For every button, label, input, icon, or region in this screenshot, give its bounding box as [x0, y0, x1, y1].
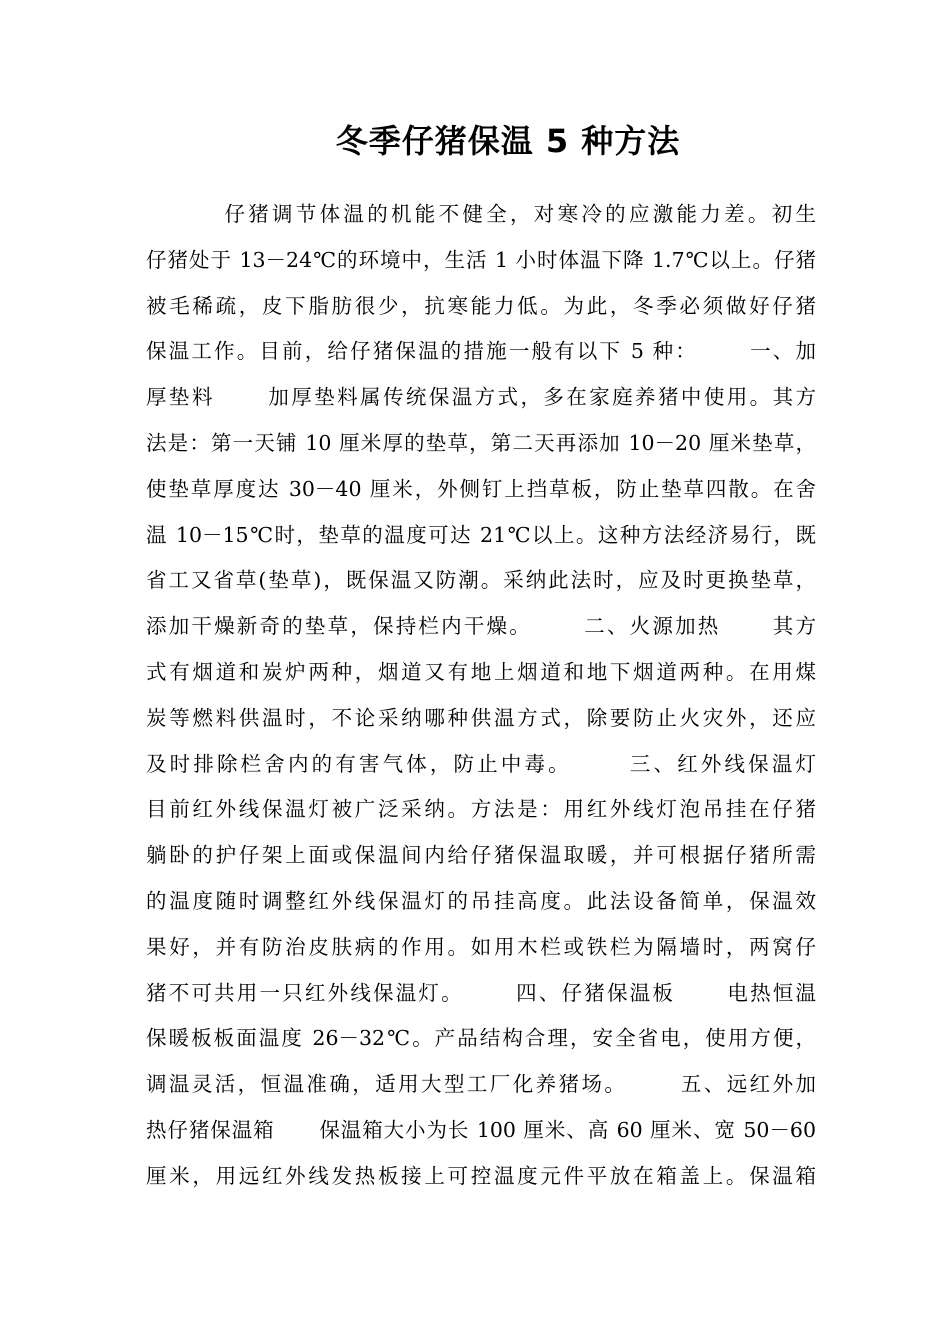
body-line: 猪不可共用一只红外线保温灯。 四、仔猪保温板 电热恒温	[146, 980, 816, 1005]
body-line: 及时排除栏舍内的有害气体，防止中毒。 三、红外线保温灯	[146, 751, 816, 776]
body-line: 的温度随时调整红外线保温灯的吊挂高度。此法设备简单，保温效	[146, 888, 816, 913]
body-line: 热仔猪保温箱 保温箱大小为长 100 厘米、高 60 厘米、宽 50－60	[146, 1117, 816, 1142]
body-line: 省工又省草(垫草)，既保温又防潮。采纳此法时，应及时更换垫草，	[146, 568, 816, 593]
body-line: 目前红外线保温灯被广泛采纳。方法是：用红外线灯泡吊挂在仔猪	[146, 797, 816, 822]
body-line: 法是：第一天铺 10 厘米厚的垫草，第二天再添加 10－20 厘米垫草，	[146, 430, 816, 455]
body-line: 仔猪调节体温的机能不健全，对寒冷的应激能力差。初生	[146, 202, 816, 226]
document-body	[146, 192, 816, 1200]
body-line: 使垫草厚度达 30－40 厘米，外侧钉上挡草板，防止垫草四散。在舍	[146, 476, 816, 501]
body-line: 厚垫料 加厚垫料属传统保温方式，多在家庭养猪中使用。其方	[146, 385, 816, 410]
body-line: 厘米，用远红外线发热板接上可控温度元件平放在箱盖上。保温箱	[146, 1163, 816, 1188]
body-line: 添加干燥新奇的垫草，保持栏内干燥。 二、火源加热 其方	[146, 614, 816, 639]
body-line: 式有烟道和炭炉两种，烟道又有地上烟道和地下烟道两种。在用煤	[146, 659, 816, 684]
body-line: 被毛稀疏，皮下脂肪很少，抗寒能力低。为此，冬季必须做好仔猪	[146, 293, 816, 318]
body-line: 温 10－15℃时，垫草的温度可达 21℃以上。这种方法经济易行，既	[146, 522, 816, 547]
body-line: 保暖板板面温度 26－32℃。产品结构合理，安全省电，使用方便，	[146, 1026, 816, 1051]
document-title: 冬季仔猪保温 5 种方法	[335, 122, 681, 160]
body-line: 炭等燃料供温时，不论采纳哪种供温方式，除要防止火灾外，还应	[146, 705, 816, 730]
body-line: 躺卧的护仔架上面或保温间内给仔猪保温取暖，并可根据仔猪所需	[146, 843, 816, 868]
body-line: 调温灵活，恒温准确，适用大型工厂化养猪场。 五、远红外加	[146, 1072, 816, 1097]
body-line: 果好，并有防治皮肤病的作用。如用木栏或铁栏为隔墙时，两窝仔	[146, 934, 816, 959]
body-line: 仔猪处于 13－24℃的环境中，生活 1 小时体温下降 1.7℃以上。仔猪	[146, 247, 816, 272]
body-line: 保温工作。目前，给仔猪保温的措施一般有以下 5 种： 一、加	[146, 339, 816, 364]
